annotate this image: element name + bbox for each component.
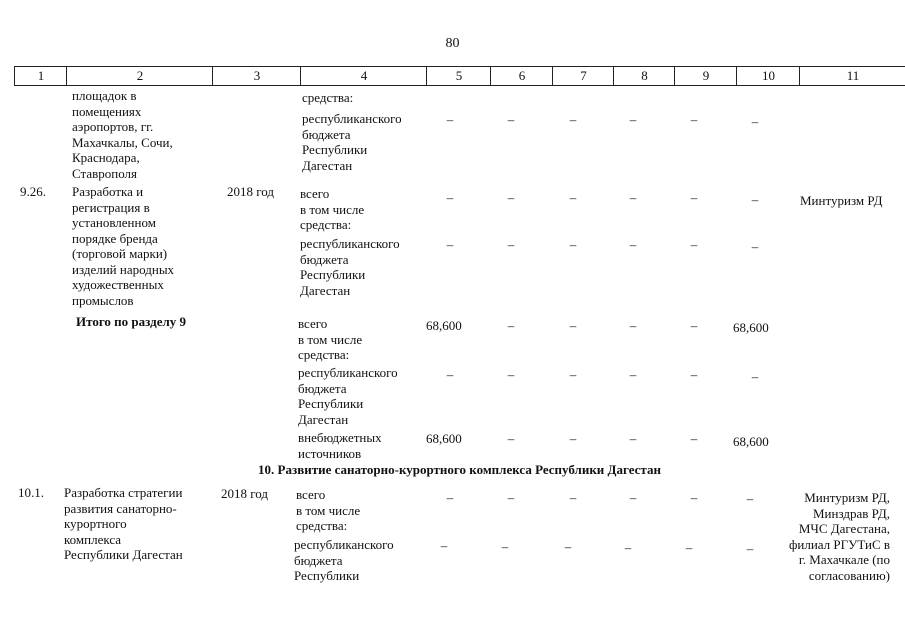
text-line: республиканского [294, 537, 394, 552]
text-line: Разработка и [72, 184, 144, 199]
header-col-6: 6 [490, 67, 553, 85]
text-line: Минздрав РД, [812, 505, 890, 521]
total-9-src-c7: – [569, 367, 577, 382]
text-line: развития санаторно- [64, 500, 177, 516]
text-line: площадок в [72, 88, 137, 103]
text-line: Республики [302, 142, 368, 157]
text-line: филиал РГУТиС в [788, 536, 890, 552]
total-9-c6: – [507, 318, 515, 333]
row-926-total-c8: – [629, 190, 637, 205]
row-101-src-total [296, 487, 360, 534]
text-line: всего [298, 316, 328, 331]
text-line: Дагестан [300, 282, 351, 298]
text-line: всего [300, 186, 330, 201]
text-line: Дагестан [302, 157, 353, 173]
text-line: Республики Дагестан [64, 547, 183, 562]
total-9-extra-c8: – [629, 431, 637, 446]
header-col-8: 8 [613, 67, 675, 85]
text-line: в том числе [296, 502, 361, 518]
row-101-total-c7: – [569, 490, 577, 505]
row-101-name [64, 485, 183, 563]
text-line: (торговой марки) [72, 246, 168, 261]
row-926-src [300, 236, 400, 298]
row-926-executor: Минтуризм РД [800, 193, 883, 208]
row-926-src-total [300, 186, 364, 233]
row-926-total-c7: – [569, 190, 577, 205]
row-101-total-c5: – [446, 490, 454, 505]
row-101-total-c6: – [507, 490, 515, 505]
text-line: всего [296, 487, 326, 502]
header-col-4: 4 [300, 67, 427, 85]
header-col-5: 5 [426, 67, 491, 85]
text-line: источников [298, 445, 362, 461]
text-line: внебюджетных [298, 430, 382, 445]
text-line: регистрация в [72, 199, 150, 215]
row-926-name [72, 184, 174, 308]
total-9-src-c5: – [446, 367, 454, 382]
text-line: Минтуризм РД, [804, 490, 890, 505]
text-line: Махачкалы, Сочи, [72, 134, 173, 150]
text-line: в том числе [300, 201, 365, 217]
text-line: изделий народных [72, 261, 175, 277]
row-101-executor [760, 490, 890, 583]
row-926-src-c10: – [751, 239, 759, 254]
text-line: бюджета [298, 380, 347, 396]
total-9-src [298, 365, 398, 427]
text-line: Республики [298, 396, 364, 411]
row-a-c6: – [507, 112, 515, 127]
text-line: средства: [300, 217, 352, 232]
text-line: республиканского [300, 236, 400, 251]
row-926-src-c8: – [629, 237, 637, 252]
text-line: бюджета [300, 251, 349, 267]
text-line: МЧС Дагестана, [798, 521, 890, 536]
row-101-src-c10: – [746, 541, 754, 556]
text-line: средства: [296, 518, 348, 533]
text-line: порядке бренда [72, 230, 158, 246]
text-line: г. Махачкале (по [798, 552, 890, 567]
total-9-src-c8: – [629, 367, 637, 382]
row-926-src-c7: – [569, 237, 577, 252]
text-line: комплекса [64, 531, 122, 547]
text-line: аэропортов, гг. [72, 119, 154, 134]
row-101-src-c7: – [564, 539, 572, 554]
row-101-src [294, 537, 394, 584]
total-9-extra-c9: – [690, 431, 698, 446]
header-col-3: 3 [212, 67, 301, 85]
total-9-extra-col10: 68,600 [733, 434, 769, 449]
row-a-name [72, 88, 173, 181]
text-line: республиканского [298, 365, 398, 380]
row-a-c8: – [629, 112, 637, 127]
total-9-col5: 68,600 [426, 318, 462, 333]
row-926-src-c6: – [507, 237, 515, 252]
row-926-total-c5: – [446, 190, 454, 205]
row-926-src-c9: – [690, 237, 698, 252]
row-926-total-c9: – [690, 190, 698, 205]
row-101-year: 2018 год [221, 486, 268, 501]
text-line: промыслов [72, 292, 134, 308]
row-101-total-c8: – [629, 490, 637, 505]
header-col-11: 11 [799, 67, 905, 85]
text-line: Республики [300, 267, 366, 282]
text-line: художественных [72, 277, 164, 292]
text-line: помещениях [72, 103, 142, 119]
row-a-c10: – [751, 114, 759, 129]
row-a-c9: – [690, 112, 698, 127]
text-line: курортного [64, 516, 127, 531]
header-col-10: 10 [736, 67, 800, 85]
header-col-2: 2 [66, 67, 213, 85]
total-9-extra-c7: – [569, 431, 577, 446]
text-line: бюджета [294, 552, 343, 568]
total-9-c9: – [690, 318, 698, 333]
text-line: бюджета [302, 126, 351, 142]
total-9-src-total [298, 316, 362, 363]
row-101-src-c8: – [624, 540, 632, 555]
row-101-src-c5: – [440, 538, 448, 553]
header-col-1: 1 [14, 67, 67, 85]
total-9-c7: – [569, 318, 577, 333]
total-9-src-c10: – [751, 369, 759, 384]
text-line: Дагестан [298, 411, 349, 427]
text-line: средства: [298, 347, 350, 362]
text-line: Ставрополя [72, 165, 137, 181]
row-926-num: 9.26. [20, 184, 46, 199]
row-a-c5: – [446, 112, 454, 127]
text-line: Республики [294, 568, 360, 583]
row-926-total-c6: – [507, 190, 515, 205]
total-9-extra-col5: 68,600 [426, 431, 462, 446]
header-col-9: 9 [674, 67, 737, 85]
text-line: Краснодара, [72, 150, 140, 165]
text-line: Разработка стратегии [64, 485, 183, 500]
header-col-7: 7 [552, 67, 614, 85]
row-101-total-c9: – [690, 490, 698, 505]
text-line: в том числе [298, 331, 363, 347]
row-a-c7: – [569, 112, 577, 127]
total-9-label: Итого по разделу 9 [76, 314, 187, 329]
total-9-c8: – [629, 318, 637, 333]
section-10-title: 10. Развитие санаторно-курортного комплекса Республики Дагестан [258, 462, 661, 477]
text-line: согласованию) [808, 567, 890, 583]
total-9-extra-c6: – [507, 431, 515, 446]
page-number: 80 [445, 36, 460, 51]
row-101-total-c10: – [746, 491, 754, 506]
row-a-src [302, 111, 402, 173]
total-9-src-c9: – [690, 367, 698, 382]
table-header [14, 66, 905, 86]
row-101-src-c6: – [501, 539, 509, 554]
total-9-col10: 68,600 [733, 320, 769, 335]
row-a-src-head: средства: [302, 90, 354, 105]
text-line: республиканского [302, 111, 402, 126]
text-line: установленном [72, 215, 156, 230]
row-926-year: 2018 год [227, 184, 274, 199]
row-926-total-c10: – [751, 192, 759, 207]
total-9-src-extra [298, 430, 382, 461]
row-926-src-c5: – [446, 237, 454, 252]
total-9-src-c6: – [507, 367, 515, 382]
row-101-src-c9: – [685, 540, 693, 555]
row-101-num: 10.1. [18, 485, 44, 500]
